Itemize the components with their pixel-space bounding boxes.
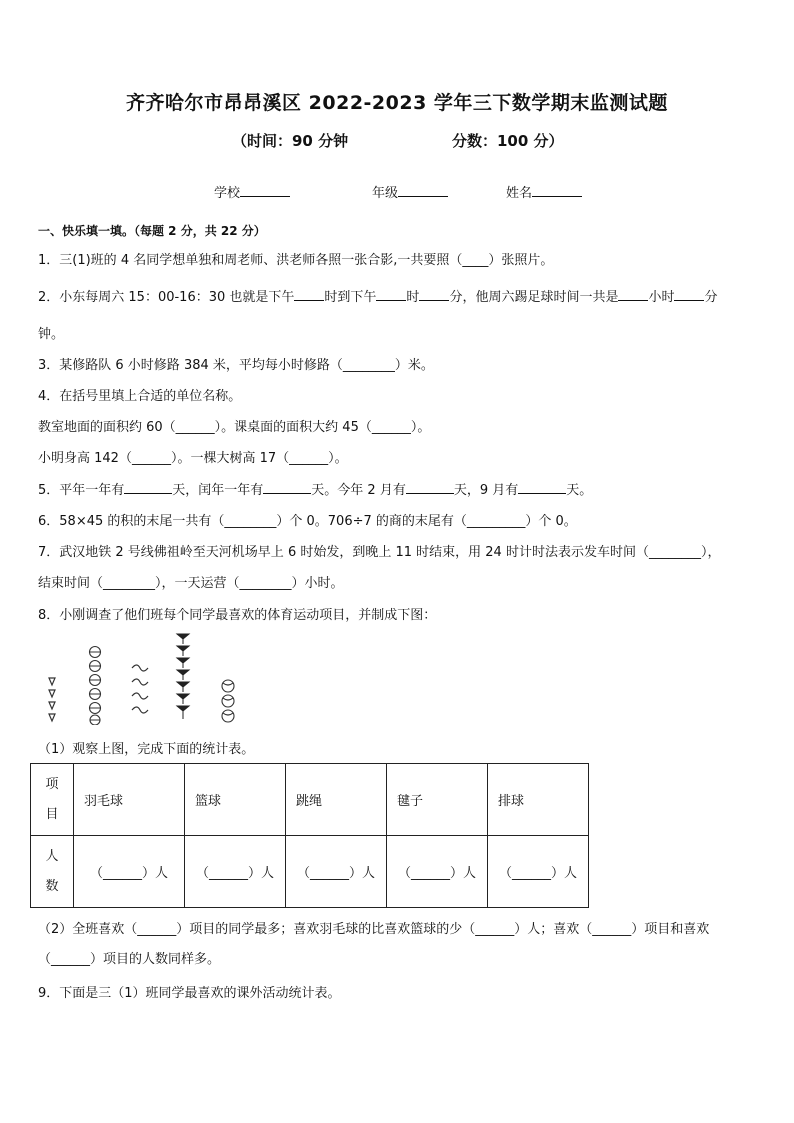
school-field[interactable]: 学校 xyxy=(214,182,290,201)
table-header-row xyxy=(31,764,589,836)
question-9: 9．下面是三（1）班同学最喜欢的课外活动统计表。 xyxy=(38,986,341,1001)
badminton-column-icon xyxy=(49,678,55,721)
question-4-line-3: 小明身高 142（______）。一棵大树高 17（______）。 xyxy=(38,451,348,466)
question-2-cont: 钟。 xyxy=(38,327,65,342)
rope-column-icon xyxy=(132,665,148,713)
question-1: 1．三(1)班的 4 名同学想单独和周老师、洪老师各照一张合影,一共要照（____）张照片。 xyxy=(38,253,554,268)
stats-table xyxy=(30,763,589,908)
answer-cell[interactable]: （______）人 xyxy=(74,836,185,908)
question-3: 3．某修路队 6 小时修路 384 米，平均每小时修路（________）米。 xyxy=(38,358,434,373)
grade-field[interactable]: 年级 xyxy=(372,182,448,201)
section-heading: 一、快乐填一填。（每题 2 分，共 22 分） xyxy=(38,224,266,238)
question-8: 8．小刚调查了他们班每个同学最喜欢的体育运动项目，并制成下图： xyxy=(38,608,437,623)
question-5: 5．平年一年有 天，闰年一年有 天。今年 2 月有 天，9 月有 天。 xyxy=(38,483,593,498)
question-4: 4．在括号里填上合适的单位名称。 xyxy=(38,389,242,404)
answer-cell[interactable]: （______）人 xyxy=(488,836,589,908)
question-8-part-2: （2）全班喜欢（______）项目的同学最多；喜欢羽毛球的比喜欢篮球的少（______）人；喜欢（______）项目和喜欢 xyxy=(38,922,710,937)
question-2: 2．小东每周六 15：00-16：30 也就是下午 时到下午 时 分，他周六踢足球时间一共是 小时 分 xyxy=(38,290,718,305)
name-field[interactable]: 姓名 xyxy=(506,182,582,201)
table-row xyxy=(31,836,589,908)
answer-cell[interactable]: （______）人 xyxy=(185,836,286,908)
question-4-line-2: 教室地面的面积约 60（______）。课桌面的面积大约 45（______）。 xyxy=(38,420,431,435)
answer-cell[interactable]: （______）人 xyxy=(387,836,488,908)
table-header-cell: 跳绳 xyxy=(286,764,387,836)
table-header-cell: 羽毛球 xyxy=(74,764,185,836)
page-title: 齐齐哈尔市昂昂溪区 2022-2023 学年三下数学期末监测试题 xyxy=(126,92,668,114)
question-6: 6．58×45 的积的末尾一共有（________）个 0。706÷7 的商的末尾有（_________）个 0。 xyxy=(38,514,577,529)
answer-cell[interactable]: （______）人 xyxy=(286,836,387,908)
table-header-cell: 排球 xyxy=(488,764,589,836)
table-header-cell: 项目 xyxy=(31,764,74,836)
shuttlecock-column-icon xyxy=(177,634,189,719)
question-7-line-2: 结束时间（________），一天运营（________）小时。 xyxy=(38,576,344,591)
question-8-part-1: （1）观察上图，完成下面的统计表。 xyxy=(38,742,255,757)
table-row-label: 人数 xyxy=(31,836,74,908)
basketball-column-icon xyxy=(90,647,101,726)
table-header-cell: 篮球 xyxy=(185,764,286,836)
question-8-part-2-cont: （______）项目的人数同样多。 xyxy=(38,952,221,967)
time-limit: （时间：90 分钟 xyxy=(232,132,349,150)
sports-pictograph xyxy=(40,630,250,725)
total-score: 分数：100 分） xyxy=(452,132,564,150)
question-7: 7．武汉地铁 2 号线佛祖岭至天河机场早上 6 时始发，到晚上 11 时结束，用 24 时计时法表示发车时间（________）， xyxy=(38,545,721,560)
volleyball-column-icon xyxy=(222,680,234,722)
table-header-cell: 毽子 xyxy=(387,764,488,836)
